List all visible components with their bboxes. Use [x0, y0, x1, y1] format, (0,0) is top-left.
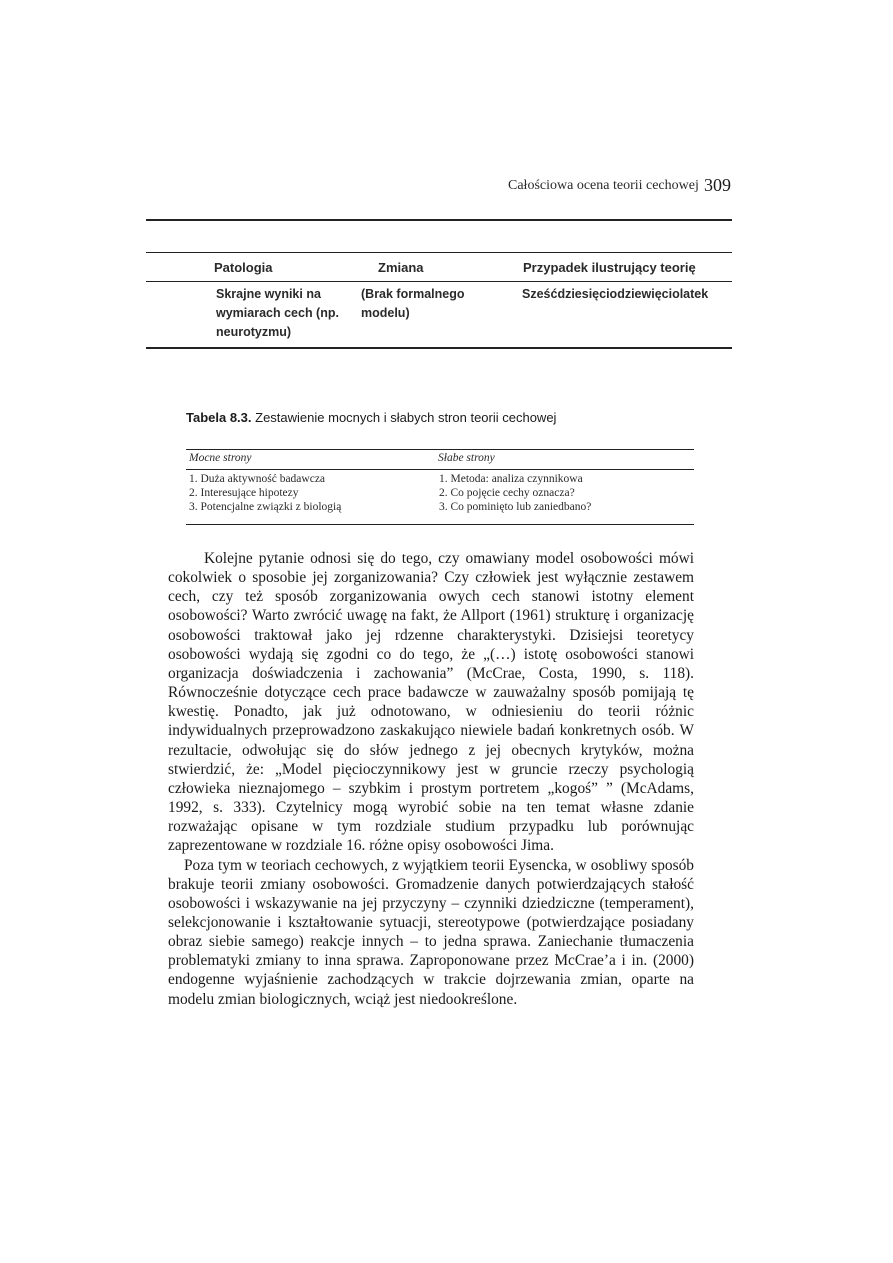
table-header-zmiana: Zmiana — [378, 260, 424, 275]
table-cell-patologia: Skrajne wyniki na wymiarach cech (np. neurotyzmu) — [216, 287, 339, 339]
strengths-table-bottom-rule — [186, 524, 694, 525]
strength-item: 2. Interesujące hipotezy — [189, 487, 299, 499]
running-header-title: Całościowa ocena teorii cechowej — [508, 178, 699, 193]
table-header-bottom-rule — [146, 281, 732, 282]
table-cell-przypadek: Sześćdziesięciodziewięciolatek — [522, 287, 709, 301]
body-text — [168, 549, 694, 1009]
weakness-item: 3. Co pominięto lub zaniedbano? — [439, 501, 592, 513]
table-caption — [186, 410, 556, 425]
table-caption-text: Zestawienie mocnych i słabych stron teorii cechowej — [255, 410, 557, 425]
strengths-header: Mocne strony — [189, 452, 252, 464]
page-number: 309 — [704, 175, 731, 195]
paragraph: Poza tym w teoriach cechowych, z wyjątkiem teorii Eysencka, w osobliwy sposób brakuje teorii zmiany osobowości. Gromadzenie danych potwierdzających stałość osobowości i wskazywanie na jej przyczyny – czynniki dziedziczne (temperament), selekcjonowanie i kształtowanie sytuacji, stereotypowe (potwierdzające posiadany obraz siebie samego) reakcje innych – to jedna sprawa. Zaniechanie tłumaczenia problematyki zmiany to inna sprawa. Zaproponowane przez McCrae’a i in. (2000) endogenne wyjaśnienie zachodzących w trakcie dojrzewania zmian, oparte na modelu zmian biologicznych, wciąż jest niedookreślone. — [168, 856, 694, 1008]
strength-item: 3. Potencjalne związki z biologią — [189, 501, 342, 513]
table-header-top-rule — [146, 252, 732, 253]
weakness-item: 2. Co pojęcie cechy oznacza? — [439, 487, 575, 499]
table-header-przypadek: Przypadek ilustrujący teorię — [523, 260, 696, 275]
table-caption-label: Tabela 8.3. — [186, 410, 252, 425]
table-header-patologia: Patologia — [214, 260, 273, 275]
strengths-table-top-rule — [186, 449, 694, 450]
strengths-table-header-rule — [186, 469, 694, 470]
table-top-rule — [146, 219, 732, 221]
weaknesses-header: Słabe strony — [438, 452, 495, 464]
table-cell-zmiana: (Brak formalnego modelu) — [361, 287, 465, 320]
paragraph: Kolejne pytanie odnosi się do tego, czy omawiany model osobowości mówi cokolwiek o sposobie jej zorganizowania? Czy człowiek jest wyłącznie zestawem cech, czy też sposób zorganizowania owych cech stanowi istotny element osobowości? Warto zwrócić uwagę na fakt, że Allport (1961) strukturę i organizację osobowości traktował jako jej rdzenne charakterystyki. Dzisiejsi teoretycy osobowości wydają się zgodni co do tego, że „(…) istotę osobowości stanowi organizacja doświadczenia i zachowania” (McCrae, Costa, 1990, s. 118). Równocześnie dotyczące cech prace badawcze w zauważalny sposób pomijają tę kwestię. Ponadto, jak już odnotowano, w odniesieniu do teorii różnic indywidualnych przeprowadzono zaskakująco niewiele badań konkretnych osób. W rezultacie, odwołując się do słów jednego z jej obecnych krytyków, można stwierdzić, że: „Model pięcioczynnikowy jest w gruncie rzeczy psychologią człowieka nieznajomego – szybkim i prostym portretem „kogoś” ” (McAdams, 1992, s. 333). Czytelnicy mogą wyrobić sobie na ten temat własne zdanie rozważając opisane w tym rozdziale studium przypadku lub porównując zaprezentowane w rozdziale 16. różne opisy osobowości Jima. — [168, 550, 694, 855]
table-bottom-rule — [146, 347, 732, 349]
strength-item: 1. Duża aktywność badawcza — [189, 473, 326, 485]
weakness-item: 1. Metoda: analiza czynnikowa — [439, 473, 583, 485]
